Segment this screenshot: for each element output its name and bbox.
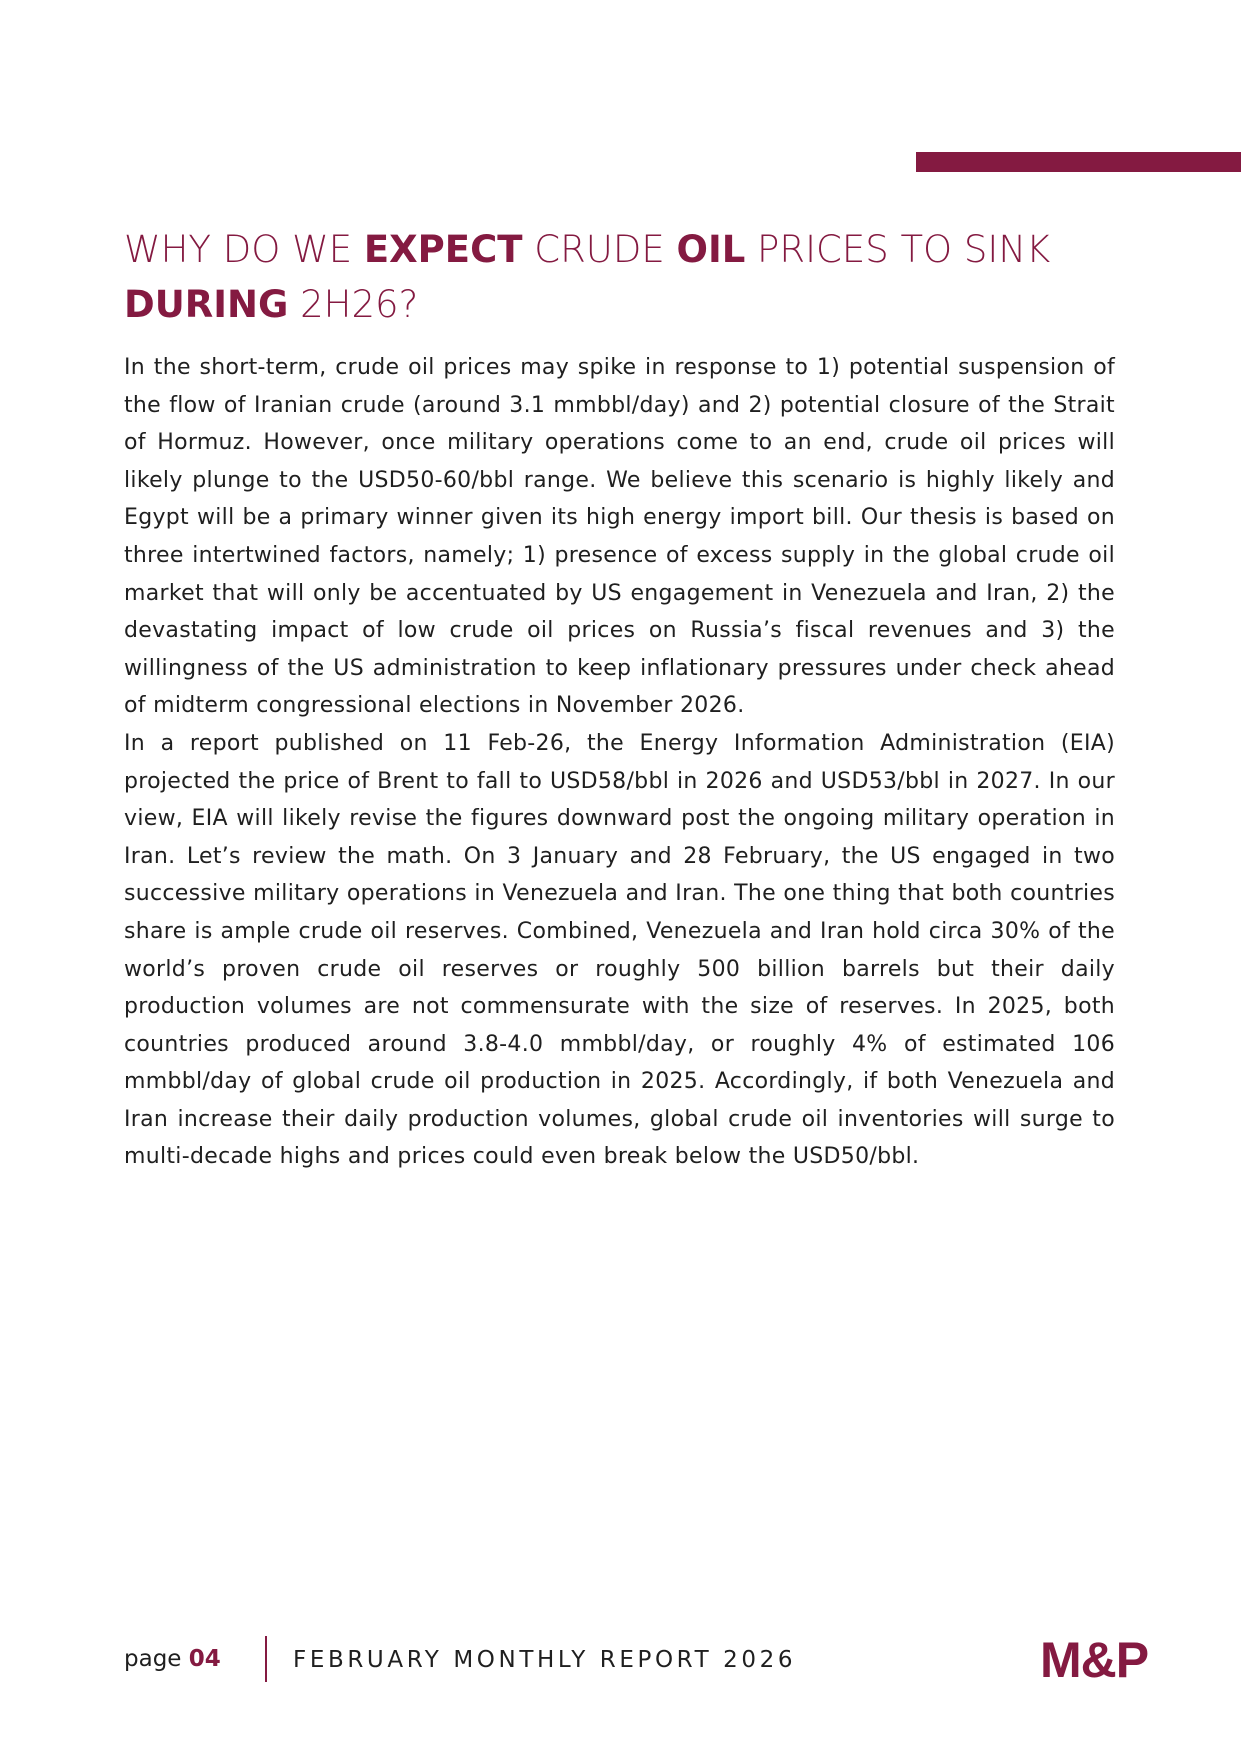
title-part-2: EXPECT: [363, 228, 523, 271]
page-number: 04: [188, 1646, 221, 1672]
page-footer: [124, 1636, 1124, 1684]
title-part-6: DURING: [124, 283, 289, 326]
company-logo: M&P: [1040, 1632, 1149, 1688]
page-word: page: [124, 1646, 189, 1672]
title-part-7: 2H26?: [288, 283, 419, 326]
paragraph-2: In a report published on 11 Feb-26, the Energy Information Administration (EIA) projected the price of Brent to fall to USD58/bbl in 2026 and USD53/bbl in 2027. In our view, EIA will likely revise the figures downward post the ongoing military operation in Iran. Let’s review the math. On 3 January and 28 February, the US engaged in two successive military operations in Venezuela and Iran. The one thing that both countries share is ample crude oil reserves. Combined, Venezuela and Iran hold circa 30% of the world’s proven crude oil reserves or roughly 500 billion barrels but their daily production volumes are not commensurate with the size of reserves. In 2025, both countries produced around 3.8-4.0 mmbbl/day, or roughly 4% of estimated 106 mmbbl/day of global crude oil production in 2025. Accordingly, if both Venezuela and Iran increase their daily production volumes, global crude oil inventories will surge to multi-decade highs and prices could even break below the USD50/bbl.: [124, 730, 1115, 1170]
page-title: [124, 222, 1134, 332]
title-part-4: OIL: [676, 228, 746, 271]
title-part-1: WHY DO WE: [124, 228, 364, 271]
body-text: [124, 349, 1115, 1176]
title-part-5: PRICES TO SINK: [745, 228, 1051, 271]
title-part-3: CRUDE: [522, 228, 677, 271]
header-accent-bar: [916, 152, 1241, 172]
footer-divider: [265, 1636, 267, 1682]
paragraph-1: In the short-term, crude oil prices may spike in response to 1) potential suspension of the flow of Iranian crude (around 3.1 mmbbl/day) and 2) potential closure of the Strait of Hormuz. However, once military operations come to an end, crude oil prices will likely plunge to the USD50-60/bbl range. We believe this scenario is highly likely and Egypt will be a primary winner given its high energy import bill. Our thesis is based on three intertwined factors, namely; 1) presence of excess supply in the global crude oil market that will only be accentuated by US engagement in Venezuela and Iran, 2) the devastating impact of low crude oil prices on Russia’s fiscal revenues and 3) the willingness of the US administration to keep inflationary pressures under check ahead of midterm congressional elections in November 2026.: [124, 355, 1115, 719]
report-title: FEBRUARY MONTHLY REPORT 2026: [293, 1647, 797, 1673]
page-number-label: [124, 1646, 221, 1672]
